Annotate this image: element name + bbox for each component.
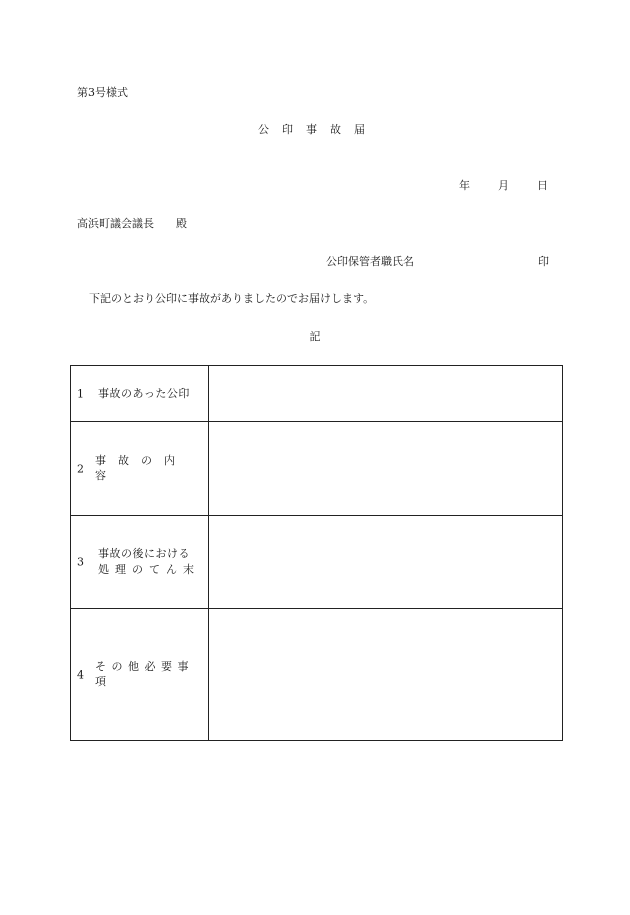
table-row [71,609,563,741]
statement-text: 下記のとおり公印に事故がありましたのでお届けします。 [89,292,375,305]
seal-mark: 印 [538,255,549,268]
row-number: 3 [77,555,84,569]
row-label-cell [71,609,209,741]
row-value-cell[interactable] [209,366,563,422]
row-number: 4 [77,668,84,681]
row-label: 事故の内容 [95,453,187,483]
date-month: 月 [498,179,509,192]
addressee-name: 高浜町議会議長 [77,217,154,230]
table-row [71,422,563,516]
form-title: 公印事故届 [258,123,378,136]
custodian-label: 公印保管者職氏名 [326,255,414,268]
date-line [459,180,548,191]
row-number: 2 [77,462,84,475]
row-label: その他必要事項 [95,659,194,689]
row-label-cell [71,516,209,609]
date-day: 日 [537,179,548,192]
row-label-line1: 事故の後における [98,547,190,561]
row-label: 事故のあった公印 [98,386,190,400]
addressee [77,218,187,229]
row-value-cell[interactable] [209,609,563,741]
row-label-cell [71,366,209,422]
record-table [70,365,563,741]
row-number: 1 [77,387,84,400]
row-label [98,546,200,578]
addressee-honorific: 殿 [176,217,187,230]
form-number: 第3号様式 [77,86,128,99]
table-row [71,366,563,422]
row-label-line2: 処理のてん末 [98,563,200,576]
row-value-cell[interactable] [209,516,563,609]
ki-heading: 記 [309,330,321,343]
row-label-cell [71,422,209,516]
row-value-cell[interactable] [209,422,563,516]
date-year: 年 [459,179,470,192]
table-row [71,516,563,609]
